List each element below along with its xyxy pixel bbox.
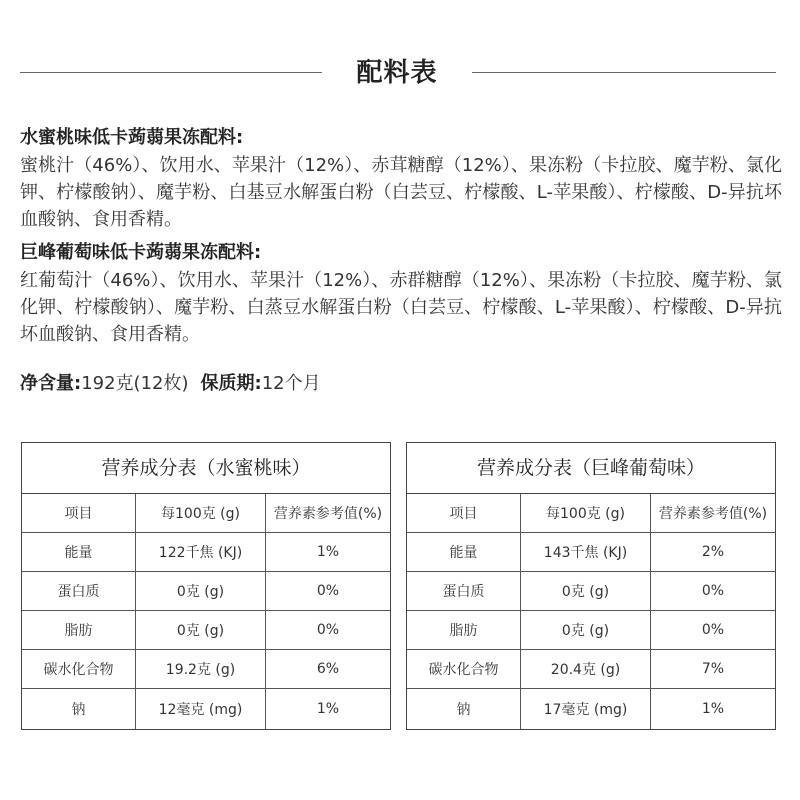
table-title: 营养成分表（水蜜桃味） bbox=[22, 443, 390, 494]
row-item: 脂肪 bbox=[407, 611, 521, 649]
header-nrv: 营养素参考值(%) bbox=[658, 506, 768, 522]
page-title: 配料表 bbox=[356, 58, 438, 88]
table-row bbox=[407, 650, 775, 689]
grape-ingredients-heading: 巨峰葡萄味低卡蒟蒻果冻配料: bbox=[20, 242, 262, 263]
row-nrv: 1% bbox=[316, 544, 340, 560]
row-item: 钠 bbox=[407, 689, 521, 729]
table-header-row bbox=[22, 494, 390, 533]
table-row bbox=[22, 650, 390, 689]
table-row bbox=[22, 572, 390, 611]
title-divider-right bbox=[472, 72, 776, 73]
row-item: 蛋白质 bbox=[22, 572, 136, 610]
row-amount: 0克 (g) bbox=[136, 611, 266, 649]
table-title: 营养成分表（巨峰葡萄味） bbox=[407, 443, 775, 494]
row-nrv: 7% bbox=[701, 661, 725, 677]
row-nrv: 0% bbox=[701, 622, 725, 638]
header-item: 项目 bbox=[407, 494, 521, 532]
row-item: 碳水化合物 bbox=[22, 650, 136, 688]
table-row bbox=[407, 533, 775, 572]
row-nrv: 6% bbox=[316, 661, 340, 677]
shelf-life-value: 12个月 bbox=[261, 373, 321, 394]
row-amount: 0克 (g) bbox=[521, 572, 651, 610]
peach-ingredients-heading: 水蜜桃味低卡蒟蒻果冻配料: bbox=[20, 127, 244, 148]
header-item: 项目 bbox=[22, 494, 136, 532]
grape-ingredients-text: 红葡萄汁（46%）、饮用水、苹果汁（12%）、赤群糖醇（12%）、果冻粉（卡拉胶、魔芋粉、氯化钾、柠檬酸钠）、魔芋粉、白蒸豆水解蛋白粉（白芸豆、柠檬酸、L-苹果酸）、柠檬酸、D-异抗坏血酸钠、食用香精。 bbox=[20, 270, 782, 345]
table-row bbox=[22, 533, 390, 572]
title-divider-left bbox=[20, 72, 322, 73]
row-amount: 19.2克 (g) bbox=[136, 650, 266, 688]
net-content-label: 净含量: bbox=[20, 373, 82, 394]
spec-row bbox=[20, 370, 321, 398]
row-nrv: 1% bbox=[316, 701, 340, 717]
row-nrv: 0% bbox=[316, 622, 340, 638]
header-per-100g: 每100克 (g) bbox=[136, 494, 266, 532]
nutrition-table-peach bbox=[21, 442, 391, 730]
title-row bbox=[0, 48, 800, 98]
table-row bbox=[407, 572, 775, 611]
row-item: 碳水化合物 bbox=[407, 650, 521, 688]
row-item: 脂肪 bbox=[22, 611, 136, 649]
header-nrv: 营养素参考值(%) bbox=[273, 506, 383, 522]
row-item: 钠 bbox=[22, 689, 136, 729]
ingredients-section bbox=[20, 124, 782, 354]
net-content-value: 192克(12枚) bbox=[81, 373, 189, 394]
row-amount: 0克 (g) bbox=[521, 611, 651, 649]
peach-ingredients-text: 蜜桃汁（46%）、饮用水、苹果汁（12%）、赤茸糖醇（12%）、果冻粉（卡拉胶、魔芋粉、氯化钾、柠檬酸钠）、魔芋粉、白基豆水解蛋白粉（白芸豆、柠檬酸、L-苹果酸）、柠檬酸、D-异抗坏血酸钠、食用香精。 bbox=[20, 155, 782, 230]
table-row bbox=[22, 611, 390, 650]
row-item: 蛋白质 bbox=[407, 572, 521, 610]
table-row bbox=[407, 689, 775, 729]
table-row bbox=[407, 611, 775, 650]
table-row bbox=[22, 689, 390, 729]
row-amount: 143千焦 (KJ) bbox=[521, 533, 651, 571]
row-nrv: 0% bbox=[701, 583, 725, 599]
row-amount: 0克 (g) bbox=[136, 572, 266, 610]
row-amount: 12毫克 (mg) bbox=[136, 689, 266, 729]
shelf-life-label: 保质期: bbox=[200, 373, 262, 394]
row-item: 能量 bbox=[22, 533, 136, 571]
row-amount: 20.4克 (g) bbox=[521, 650, 651, 688]
row-amount: 17毫克 (mg) bbox=[521, 689, 651, 729]
nutrition-table-grape bbox=[406, 442, 776, 730]
header-per-100g: 每100克 (g) bbox=[521, 494, 651, 532]
row-nrv: 2% bbox=[701, 544, 725, 560]
row-nrv: 1% bbox=[701, 701, 725, 717]
row-amount: 122千焦 (KJ) bbox=[136, 533, 266, 571]
table-header-row bbox=[407, 494, 775, 533]
row-nrv: 0% bbox=[316, 583, 340, 599]
row-item: 能量 bbox=[407, 533, 521, 571]
